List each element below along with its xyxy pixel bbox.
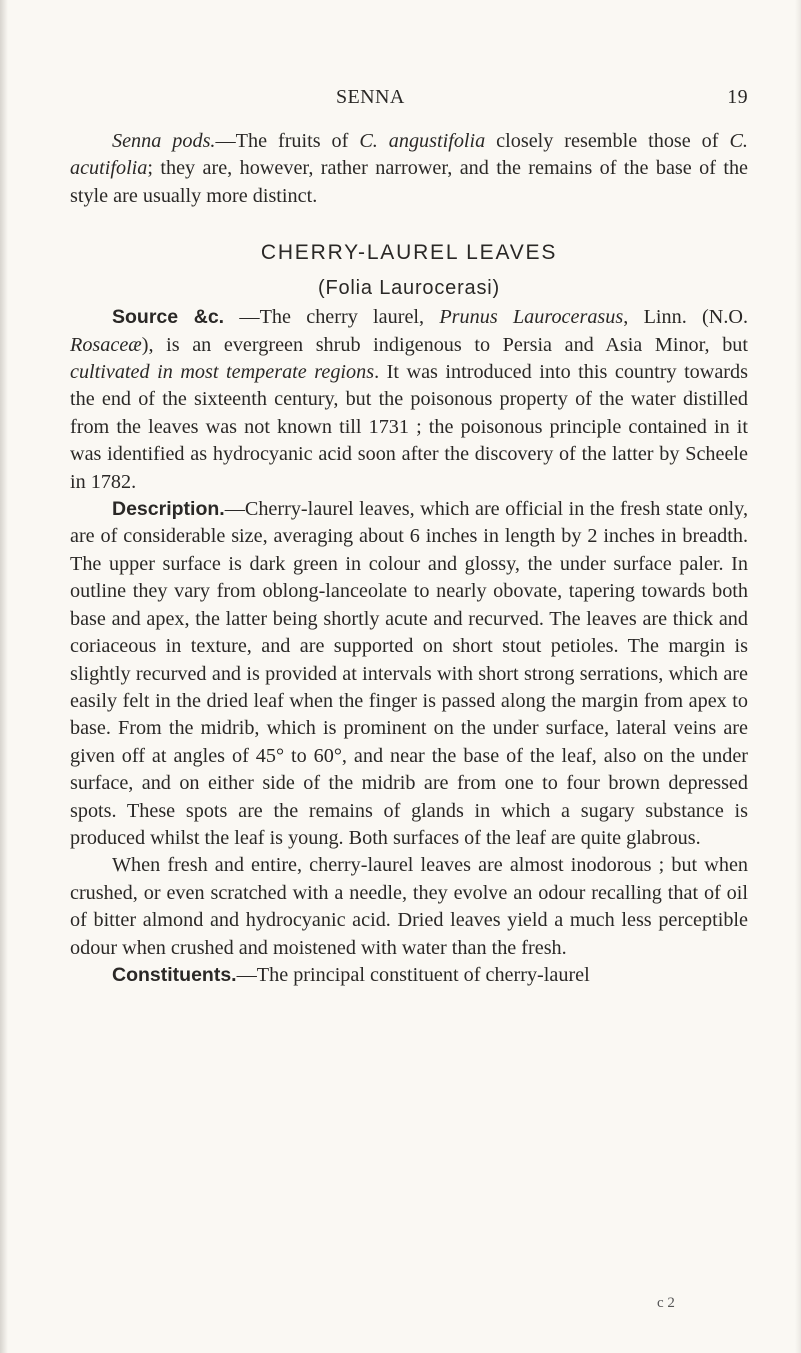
odour-paragraph bbox=[70, 852, 748, 962]
constituents-heading: Constituents. bbox=[112, 963, 237, 986]
source-text-2: , Linn. (N.O. bbox=[623, 306, 748, 329]
senna-pods-text-3: ; they are, however, rather narrower, and the remains of the base of the style are usually more distinct. bbox=[70, 157, 748, 207]
species-acutifolia: C. acutifolia bbox=[70, 130, 748, 180]
cultivated-regions: cultivated in most temperate regions bbox=[70, 361, 375, 384]
senna-pods-lead: Senna pods. bbox=[112, 130, 216, 152]
page-header bbox=[70, 86, 748, 114]
page-content bbox=[70, 128, 748, 989]
page-number: 19 bbox=[727, 86, 748, 108]
senna-pods-paragraph bbox=[70, 128, 748, 210]
section-subtitle: (Folia Laurocerasi) bbox=[318, 277, 500, 300]
binomial-name: Prunus Laurocerasus bbox=[439, 306, 624, 329]
running-title: SENNA bbox=[336, 86, 405, 108]
printer-signature-mark: c 2 bbox=[657, 1295, 675, 1311]
binding-shadow bbox=[0, 0, 8, 1353]
senna-pods-text-2: closely resemble those of bbox=[485, 130, 730, 152]
source-text-1: —The cherry laurel, bbox=[224, 306, 440, 329]
source-text-4: . It was introduced into this country towards the end of the sixteenth century, but the poisonous property of the water distilled from the leaves was not known till 1731 ; the poisonous principle contained in it was identified as hydrocyanic acid soon after the discovery of the latter by Scheele in 1782. bbox=[70, 361, 748, 493]
constituents-paragraph bbox=[70, 962, 748, 989]
species-angustifolia: C. angustifolia bbox=[359, 130, 486, 152]
description-heading: Description. bbox=[112, 498, 225, 521]
senna-pods-text-1: —The fruits of bbox=[215, 130, 360, 152]
natural-order: Rosaceæ bbox=[70, 333, 142, 356]
source-paragraph bbox=[70, 304, 748, 496]
description-paragraph bbox=[70, 496, 748, 852]
section-title: CHERRY-LAUREL LEAVES bbox=[260, 241, 558, 265]
page-edge-shadow bbox=[795, 0, 801, 1353]
odour-text: When fresh and entire, cherry-laurel leaves are almost inodorous ; but when crushed, or even scratched with a needle, they evolve an odour recalling that of oil of bitter almond and hydrocyanic acid. Dried leaves yield a much less perceptible odour when crushed and moistened with water than the fresh. bbox=[70, 854, 748, 959]
source-heading: Source &c. bbox=[112, 306, 225, 329]
description-text: —Cherry-laurel leaves, which are official in the fresh state only, are of considerable size, averaging about 6 inches in length by 2 inches in breadth. The upper surface is dark green in colour and glossy, the under surface paler. In outline they vary from oblong-lanceolate to nearly obovate, tapering towards both base and apex, the latter being shortly acute and recurved. The leaves are thick and coriaceous in texture, and are supported on short stout petioles. The margin is slightly recurved and is provided at intervals with short strong serrations, which are easily felt in the dried leaf when the finger is passed along the margin from apex to base. From the midrib, which is prominent on the under surface, lateral veins are given off at angles of 45° to 60°, and near the base of the leaf, also on the under surface, and on either side of the midrib are from one to four brown depressed spots. These spots are the remains of glands in which a sugary substance is produced whilst the leaf is young. Both surfaces of the leaf are quite glabrous. bbox=[70, 498, 748, 849]
constituents-text: —The principal constituent of cherry-laurel bbox=[236, 963, 590, 986]
source-text-3: ), is an evergreen shrub indigenous to Persia and Asia Minor, but bbox=[141, 333, 748, 356]
